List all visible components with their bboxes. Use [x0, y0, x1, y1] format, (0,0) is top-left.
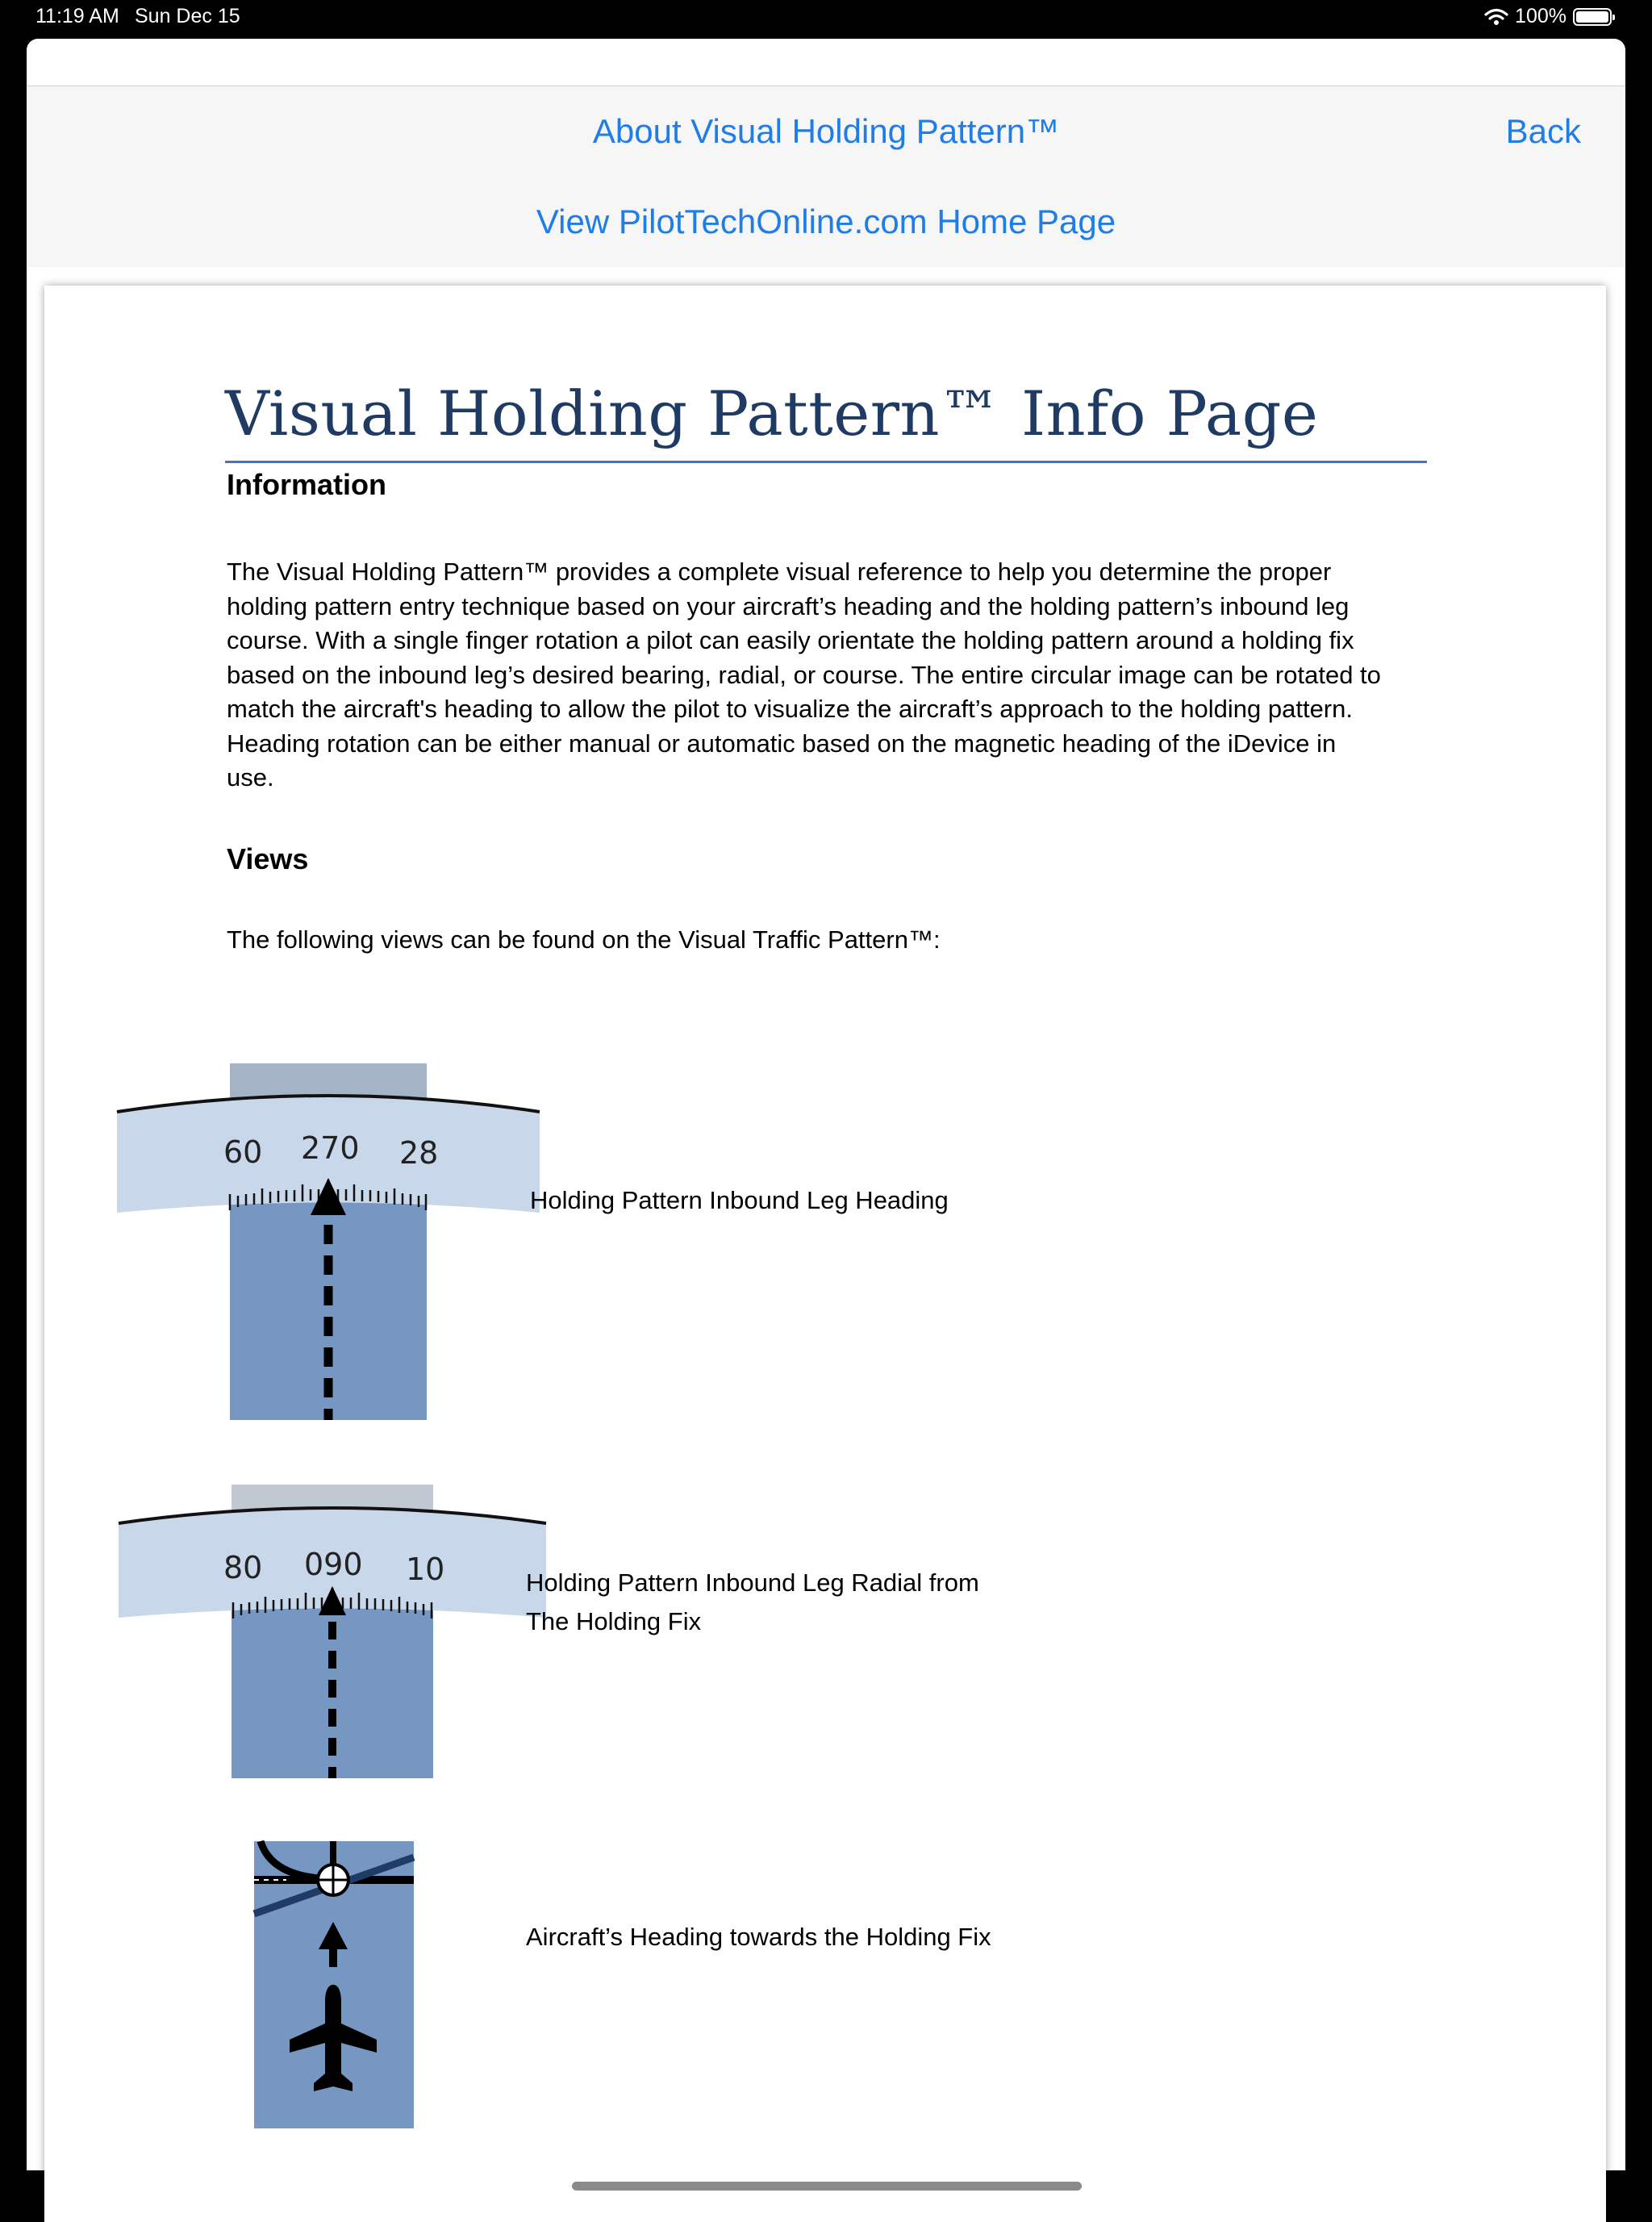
- info-line: The Visual Holding Pattern™ provides a complete visual reference to help you determine the proper: [227, 558, 1332, 586]
- status-bar: [0, 0, 1652, 39]
- info-line: use.: [227, 763, 274, 791]
- views-intro: The following views can be found on the Visual Traffic Pattern™:: [227, 925, 941, 954]
- view-label-inbound-radial: [526, 1564, 1091, 1641]
- information-paragraph: [227, 555, 1477, 796]
- nav-bar: [27, 86, 1625, 178]
- status-right: [1484, 5, 1612, 28]
- document-page: [44, 286, 1606, 2222]
- home-page-link[interactable]: View PilotTechOnline.com Home Page: [536, 203, 1116, 240]
- nav-title: About Visual Holding Pattern™: [592, 112, 1060, 150]
- battery-icon: [1573, 8, 1612, 26]
- views-heading: Views: [227, 842, 309, 875]
- info-line: course. With a single finger rotation a pilot can easily orientate the holding pattern around a holding fix: [227, 626, 1354, 654]
- dial-tick-label: 10: [406, 1552, 445, 1587]
- dial-tick-label: 090: [304, 1547, 363, 1582]
- dial-tick-label: 270: [301, 1130, 360, 1166]
- dial-tick-label: 80: [223, 1550, 263, 1585]
- status-time: 11:19 AM: [35, 5, 119, 27]
- document-title: Visual Holding Pattern™ Info Page: [225, 378, 1427, 463]
- home-link-bar: [27, 177, 1625, 267]
- view-label-line: The Holding Fix: [526, 1607, 702, 1635]
- app-sheet: [27, 39, 1625, 2170]
- info-line: holding pattern entry technique based on your aircraft’s heading and the holding pattern’s inbound leg: [227, 591, 1350, 620]
- status-date: Sun Dec 15: [135, 5, 240, 27]
- view-label-inbound-heading: Holding Pattern Inbound Leg Heading: [530, 1186, 949, 1214]
- home-indicator[interactable]: [572, 2182, 1082, 2191]
- back-button[interactable]: Back: [1505, 112, 1581, 150]
- info-line: Heading rotation can be either manual or automatic based on the magnetic heading of the iDevice in: [227, 729, 1337, 758]
- view-label-line: Holding Pattern Inbound Leg Radial from: [526, 1568, 979, 1597]
- inbound-heading-image: [223, 1063, 439, 1420]
- view-label-aircraft-heading: Aircraft’s Heading towards the Holding Fix: [526, 1923, 991, 1951]
- dial-tick-label: 28: [399, 1135, 439, 1171]
- information-heading: Information: [227, 468, 386, 501]
- info-line: based on the inbound leg’s desired bearing, radial, or course. The entire circular image can be rotated to: [227, 660, 1381, 689]
- wifi-icon: [1484, 8, 1508, 26]
- info-line: match the aircraft's heading to allow the pilot to visualize the aircraft’s approach to the holding pattern.: [227, 695, 1353, 723]
- dial-tick-label: 60: [223, 1134, 263, 1170]
- battery-percent: 100%: [1515, 5, 1566, 27]
- inbound-radial-image: [223, 1485, 445, 1778]
- aircraft-heading-image: [254, 1841, 414, 2128]
